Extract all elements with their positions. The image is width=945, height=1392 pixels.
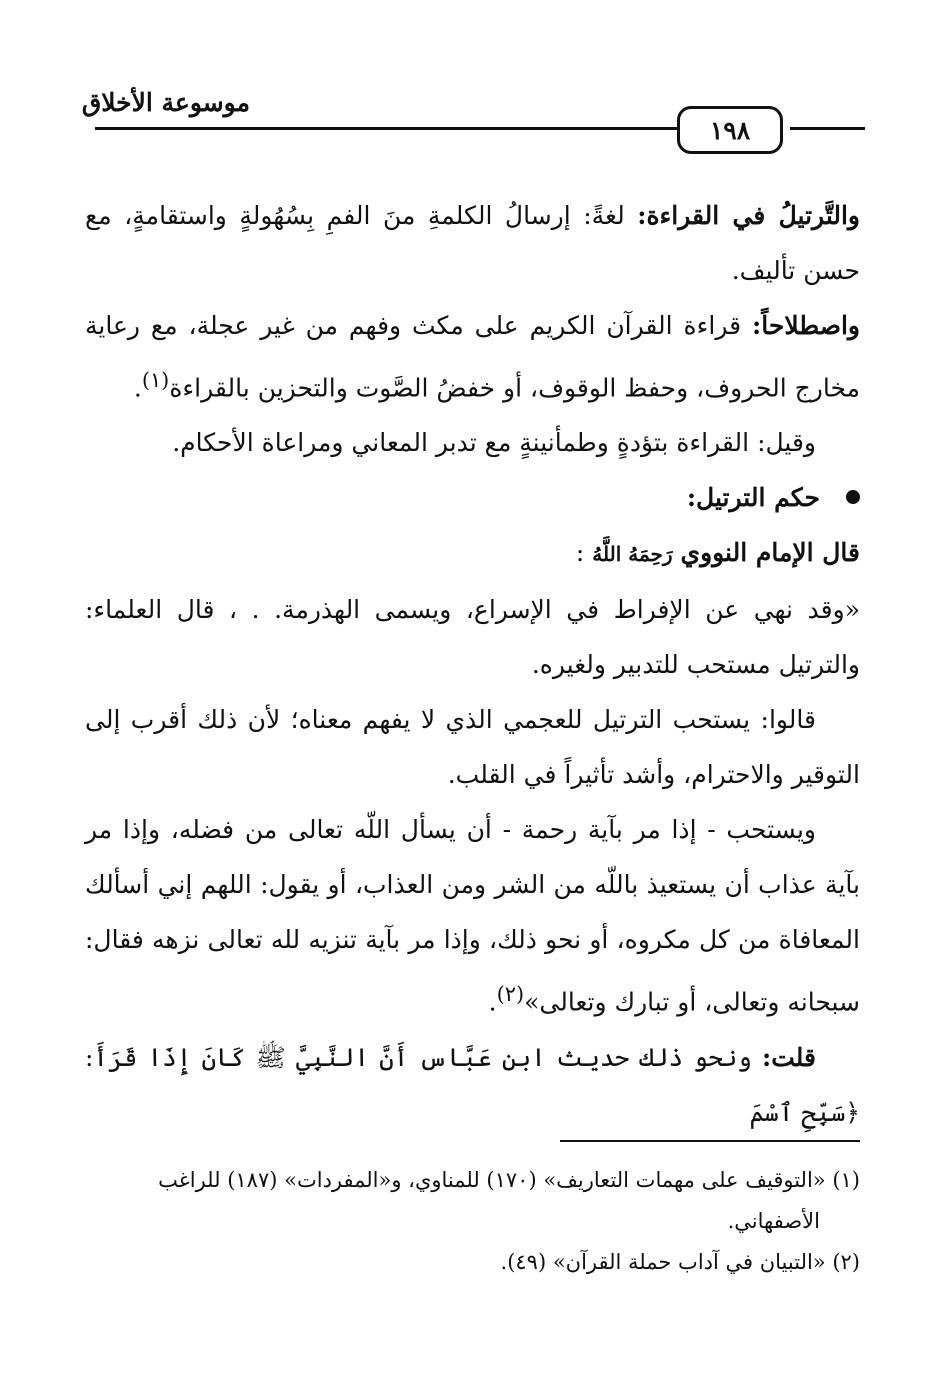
quote-paragraph-3: [85, 802, 860, 1029]
term-istilah: واصطلاحاً:: [752, 311, 860, 340]
term-tartil: والتَّرتيلُ في القراءة:: [637, 201, 860, 230]
footnote-separator: [560, 1140, 860, 1142]
footnote-ref-2: (٢): [496, 982, 525, 1007]
period: .: [488, 987, 497, 1017]
paragraph-definition-istilah: [85, 298, 860, 415]
footnote-1-continuation: الأصفهاني.: [727, 1209, 820, 1233]
page-header: [81, 88, 865, 168]
hadith-text: ونحو ذلك حديث ابن عَبَّاس أَنَّ النَّبِيَّ ﷺ كَانَ إِذَا قَرَأَ: ﴿سَبِّحِ ٱسْمَ: [85, 1042, 860, 1127]
header-rule-right: [790, 127, 865, 130]
attribution-line: [85, 525, 860, 582]
header-rule-left: [95, 127, 680, 130]
bullet-icon: [846, 490, 860, 504]
paragraph-definition-lughah: [85, 188, 860, 298]
section-heading: [85, 470, 860, 525]
quote-text: ويستحب - إذا مر بآية رحمة - أن يسأل اللّه تعالى من فضله، وإذا مر بآية عذاب أن يستعيذ باللّه من الشر ومن العذاب، أو يقول: اللهم إني أسألك المعافاة من كل مكروه، أو نحو ذلك، وإذا مر بآية تنزيه لله تعالى نزهه فقال: سبحانه وتعالى، أو تبارك وتعالى»: [85, 815, 860, 1017]
footnotes: [85, 1160, 860, 1283]
footnote-1: [85, 1160, 860, 1201]
footnote-2: (٢) «التبيان في آداب حملة القرآن» (٤٩).: [500, 1250, 860, 1274]
page-number: [677, 106, 783, 154]
quote-paragraph-1: «وقد نهي عن الإفراط في الإسراع، ويسمى الهذرمة. . ، قال العلماء: والترتيل مستحب للتدبير ولغيره.: [85, 595, 860, 680]
footnote-ref-1: (١): [141, 368, 170, 392]
colon: :: [575, 538, 585, 568]
definition-text: لغةً: إرسالُ الكلمةِ منَ الفمِ بِسُهُولةٍ واستقامةٍ، مع حسن تأليف.: [85, 201, 860, 285]
qultu-label: قلت:: [761, 1042, 816, 1072]
footnote-1-text: (١) «التوقيف على مهمات التعاريف» (١٧٠) للمناوي، و«المفردات» (١٨٧) للراغب: [158, 1168, 860, 1192]
quote-paragraph-2: قالوا: يستحب الترتيل للعجمي الذي لا يفهم معناه؛ لأن ذلك أقرب إلى التوقير والاحترام، وأشد تأثيراً في القلب.: [85, 705, 860, 790]
honorific: رَحِمَهُ اللَّهُ: [592, 542, 673, 567]
definition-text: قراءة القرآن الكريم على مكث وفهم من غير عجلة، مع رعاية مخارج الحروف، وحفظ الوقوف، أو خفضُ الصَّوت والتحزين بالقراءة: [85, 311, 860, 403]
period: .: [133, 373, 142, 403]
running-title: موسوعة الأخلاق: [81, 88, 250, 117]
paragraph-qultu: [85, 1030, 860, 1140]
paragraph-qil: وقيل: القراءة بتؤدةٍ وطمأنينةٍ مع تدبر المعاني ومراعاة الأحكام.: [172, 428, 816, 458]
section-heading-text: حكم الترتيل:: [686, 483, 820, 513]
main-text: [85, 188, 860, 1140]
attribution-text: قال الإمام النووي: [680, 538, 860, 568]
page-number-text: ١٩٨: [709, 115, 751, 145]
